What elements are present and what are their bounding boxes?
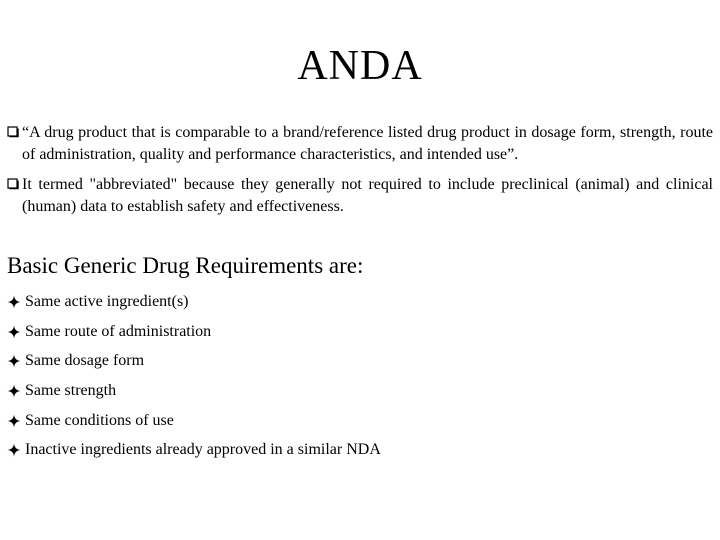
slide-title: ANDA	[297, 43, 423, 89]
definition-list	[7, 122, 713, 226]
requirement-text: Same active ingredient(s)	[25, 292, 189, 310]
list-item	[7, 435, 381, 465]
requirements-heading: Basic Generic Drug Requirements are:	[7, 253, 364, 278]
definition-item	[7, 174, 713, 218]
square-bullet-icon	[7, 174, 22, 191]
requirement-text: Same conditions of use	[25, 411, 174, 429]
requirement-text: Same route of administration	[25, 322, 212, 340]
requirement-text: Same strength	[25, 381, 117, 399]
definition-text: “A drug product that is comparable to a brand/reference listed drug product in dosage form, strength, route of administration, quality and performance characteristics, and intended use”.	[22, 124, 713, 163]
list-item	[7, 406, 381, 436]
definition-item	[7, 122, 713, 166]
requirement-text: Same dosage form	[25, 352, 145, 370]
diamond-star-bullet-icon	[7, 325, 23, 339]
square-bullet-icon	[7, 122, 22, 139]
list-item	[7, 376, 381, 406]
requirements-list	[7, 287, 381, 465]
diamond-star-bullet-icon	[7, 384, 23, 398]
diamond-star-bullet-icon	[7, 354, 23, 368]
list-item	[7, 346, 381, 376]
list-item	[7, 317, 381, 347]
list-item	[7, 287, 381, 317]
definition-text: It termed "abbreviated" because they generally not required to include preclinical (animal) and clinical (human) data to establish safety and effectiveness.	[22, 176, 713, 215]
diamond-star-bullet-icon	[7, 443, 23, 457]
diamond-star-bullet-icon	[7, 295, 23, 309]
diamond-star-bullet-icon	[7, 414, 23, 428]
requirement-text: Inactive ingredients already approved in a similar NDA	[25, 441, 381, 459]
